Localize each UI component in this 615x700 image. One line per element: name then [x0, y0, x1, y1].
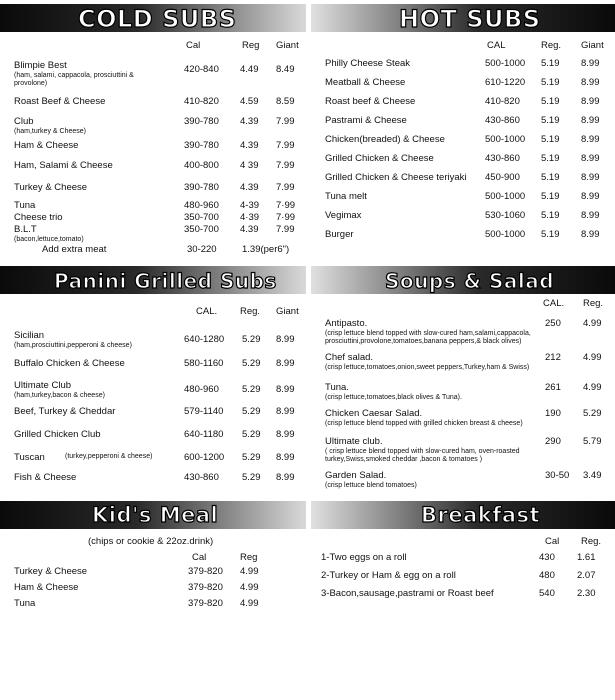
cold-subs-title: COLD SUBS — [78, 5, 237, 33]
soups-header — [311, 266, 615, 294]
item-reg: 5.19 — [541, 172, 560, 183]
item-giant: 7·99 — [276, 212, 296, 223]
item-cal: 350-700 — [184, 224, 219, 235]
item-description: (ham,turkey,bacon & cheese) — [14, 392, 105, 399]
item-name: Burger — [325, 229, 354, 240]
col-header-cal: CAL. — [196, 306, 218, 317]
extra-meat-label: Add extra meat — [42, 244, 107, 255]
item-cal: 430-860 — [485, 153, 520, 164]
col-header-cal: CAL — [487, 40, 506, 51]
item-cal: 540 — [539, 588, 555, 599]
col-header-cal: Cal — [186, 40, 201, 51]
item-cal: 500-1000 — [485, 58, 526, 69]
kids-header — [0, 501, 306, 529]
item-reg: 5.29 — [242, 358, 261, 369]
item-giant: 8.99 — [581, 153, 600, 164]
item-reg: 3.49 — [583, 470, 602, 481]
item-reg: 5.29 — [242, 334, 261, 345]
item-giant: 8.49 — [276, 64, 295, 75]
item-giant: 8.99 — [581, 134, 600, 145]
item-giant: 8.99 — [581, 229, 600, 240]
item-giant: 8.99 — [581, 58, 600, 69]
panini-header — [0, 266, 306, 294]
item-reg: 4.99 — [240, 566, 259, 577]
item-reg: 5.29 — [242, 384, 261, 395]
item-giant: 8.99 — [581, 77, 600, 88]
item-cal: 430-860 — [184, 472, 219, 483]
panini-title: Panini Grilled Subs — [54, 269, 277, 293]
item-description: (crisp lettuce,tomatoes,onion,sweet peppers,Turkey,ham & Swiss) — [325, 364, 530, 371]
item-reg: 4.39 — [240, 224, 259, 235]
item-cal: 480-960 — [184, 200, 219, 211]
item-description: (crisp lettuce,tomatoes,black olives & Tuna). — [325, 394, 462, 401]
item-name: Pastrami & Cheese — [325, 115, 407, 126]
item-name: Ham, Salami & Cheese — [14, 160, 113, 171]
item-giant: 8.59 — [276, 96, 295, 107]
item-giant: 7.99 — [276, 182, 295, 193]
item-name: Chicken Caesar Salad. — [325, 408, 423, 419]
item-cal: 379-820 — [188, 566, 223, 577]
col-header-reg: Reg — [242, 40, 260, 51]
kids-title: Kid's Meal — [92, 503, 219, 527]
item-name: 3-Bacon,sausage,pastrami or Roast beef — [321, 588, 494, 599]
item-name: Tuna. — [325, 382, 349, 393]
item-name: Blimpie Best — [14, 60, 67, 71]
item-name: Fish & Cheese — [14, 472, 77, 483]
col-header-reg: Reg. — [240, 306, 261, 317]
item-cal: 420-840 — [184, 64, 219, 75]
item-reg: 5.19 — [541, 153, 560, 164]
breakfast-header — [311, 501, 615, 529]
item-cal: 390-780 — [184, 182, 219, 193]
soups-title: Soups & Salad — [385, 269, 555, 293]
item-reg: 4.99 — [240, 582, 259, 593]
item-giant: 8.99 — [276, 334, 295, 345]
hot-subs-panel — [311, 36, 615, 261]
item-name: Turkey & Cheese — [14, 566, 88, 577]
kids-panel — [0, 530, 306, 700]
item-giant: 8.99 — [276, 358, 295, 369]
item-name: Grilled Chicken & Cheese — [325, 153, 434, 164]
item-cal: 390-780 — [184, 116, 219, 127]
item-cal: 579-1140 — [184, 406, 224, 417]
item-reg: 5.19 — [541, 58, 560, 69]
item-name: Chicken(breaded) & Cheese — [325, 134, 445, 145]
item-cal: 430 — [539, 552, 555, 563]
item-cal: 530-1060 — [485, 210, 526, 221]
item-giant: 7.99 — [276, 224, 295, 235]
breakfast-title: Breakfast — [421, 503, 541, 527]
item-cal: 290 — [545, 436, 561, 447]
item-name: 1-Two eggs on a roll — [321, 552, 407, 563]
item-reg: 5.19 — [541, 134, 560, 145]
col-header-giant: Giant — [581, 40, 604, 51]
col-header-reg: Reg — [240, 552, 258, 563]
item-reg: 5.29 — [242, 406, 261, 417]
item-description: (ham, salami, cappacola, prosciuttini & provolone) — [14, 72, 134, 87]
item-name: Sicilian — [14, 330, 45, 341]
item-giant: 7·99 — [276, 200, 296, 211]
col-header-cal: CAL. — [543, 298, 565, 309]
item-cal: 30-50 — [545, 470, 570, 481]
item-name: Grilled Chicken Club — [14, 429, 101, 440]
item-name: Philly Cheese Steak — [325, 58, 411, 69]
item-reg: 4.39 — [240, 140, 259, 151]
item-reg: 4.99 — [240, 598, 259, 609]
item-reg: 5.29 — [583, 408, 602, 419]
item-reg: 5.19 — [541, 210, 560, 221]
item-reg: 4.39 — [240, 116, 259, 127]
col-header-giant: Giant — [276, 306, 299, 317]
item-reg: 5.19 — [541, 77, 560, 88]
item-reg: 5.29 — [242, 452, 261, 463]
item-cal: 379-820 — [188, 598, 223, 609]
item-reg: 5.79 — [583, 436, 602, 447]
item-reg: 5.29 — [242, 429, 261, 440]
item-reg: 1.61 — [577, 552, 596, 563]
item-cal: 212 — [545, 352, 561, 363]
item-cal: 500-1000 — [485, 229, 526, 240]
item-name: Ultimate Club — [14, 380, 72, 391]
soups-panel — [311, 296, 615, 496]
extra-meat-cal: 30-220 — [187, 244, 217, 255]
item-reg: 5.29 — [242, 472, 261, 483]
item-name: Club — [14, 116, 34, 127]
item-reg: 4.59 — [240, 96, 259, 107]
item-reg: 2.30 — [577, 588, 596, 599]
hot-subs-header — [311, 4, 615, 32]
item-reg: 4.99 — [583, 318, 602, 329]
item-name: Tuna melt — [325, 191, 367, 202]
item-reg: 4.99 — [583, 352, 602, 363]
item-description: ( crisp lettuce blend topped with slow-cured ham, oven-roasted turkey,Swiss,smoked cheddar ,bacon & tomatoes ) — [325, 448, 520, 463]
hot-subs-title: HOT SUBS — [399, 5, 541, 33]
item-reg: 5.19 — [541, 229, 560, 240]
item-description: (turkey,pepperoni & cheese) — [65, 453, 153, 460]
item-cal: 400-800 — [184, 160, 219, 171]
item-name: B.L.T — [14, 224, 37, 235]
col-header-reg: Reg. — [583, 298, 604, 309]
item-cal: 480 — [539, 570, 555, 581]
item-giant: 8.99 — [581, 191, 600, 202]
item-cal: 410-820 — [184, 96, 219, 107]
item-reg: 4 39 — [240, 160, 259, 171]
kids-note: (chips or cookie & 22oz.drink) — [88, 536, 214, 547]
item-name: Garden Salad. — [325, 470, 387, 481]
item-name: Chef salad. — [325, 352, 374, 363]
item-description: (ham,prosciuttini,pepperoni & cheese) — [14, 342, 132, 349]
item-name: Beef, Turkey & Cheddar — [14, 406, 116, 417]
item-description: (ham,turkey & Cheese) — [14, 128, 86, 135]
item-reg: 4.49 — [240, 64, 259, 75]
item-giant: 8.99 — [276, 472, 295, 483]
item-name: Buffalo Chicken & Cheese — [14, 358, 125, 369]
cold-subs-header — [0, 4, 306, 32]
item-name: Ham & Cheese — [14, 582, 79, 593]
item-name: Tuna — [14, 200, 36, 211]
item-cal: 610-1220 — [485, 77, 526, 88]
item-cal: 250 — [545, 318, 561, 329]
item-giant: 8.99 — [276, 429, 295, 440]
item-reg: 5.19 — [541, 191, 560, 202]
item-name: Cheese trio — [14, 212, 63, 223]
item-giant: 8.99 — [581, 115, 600, 126]
breakfast-panel — [311, 530, 615, 700]
item-description: (crisp lettuce blend topped with grilled chicken breast & cheese) — [325, 420, 523, 427]
item-reg: 5.19 — [541, 115, 560, 126]
item-cal: 379-820 — [188, 582, 223, 593]
panini-panel — [0, 298, 306, 493]
col-header-reg: Reg. — [541, 40, 562, 51]
item-cal: 480-960 — [184, 384, 219, 395]
col-header-reg: Reg. — [581, 536, 602, 547]
item-cal: 390-780 — [184, 140, 219, 151]
item-name: Roast Beef & Cheese — [14, 96, 106, 107]
cold-subs-panel — [0, 36, 306, 261]
item-name: Turkey & Cheese — [14, 182, 88, 193]
item-giant: 7.99 — [276, 160, 295, 171]
col-header-giant: Giant — [276, 40, 299, 51]
item-name: Tuna — [14, 598, 36, 609]
item-reg: 2.07 — [577, 570, 596, 581]
item-name: 2-Turkey or Ham & egg on a roll — [321, 570, 456, 581]
item-cal: 450-900 — [485, 172, 520, 183]
item-reg: 5.19 — [541, 96, 560, 107]
item-cal: 580-1160 — [184, 358, 224, 369]
item-cal: 190 — [545, 408, 561, 419]
item-giant: 8.99 — [581, 96, 600, 107]
item-giant: 8.99 — [276, 406, 295, 417]
item-name: Roast beef & Cheese — [325, 96, 416, 107]
extra-meat-price: 1.39(per6") — [242, 244, 290, 255]
item-cal: 600-1200 — [184, 452, 225, 463]
col-header-cal: Cal — [192, 552, 207, 563]
item-name: Vegimax — [325, 210, 362, 221]
item-name: Antipasto. — [325, 318, 368, 329]
item-name: Ultimate club. — [325, 436, 383, 447]
item-cal: 350-700 — [184, 212, 219, 223]
item-cal: 261 — [545, 382, 561, 393]
item-name: Meatball & Cheese — [325, 77, 406, 88]
item-giant: 8.99 — [276, 384, 295, 395]
item-name: Tuscan — [14, 452, 45, 463]
item-cal: 640-1180 — [184, 429, 224, 440]
item-giant: 7.99 — [276, 116, 295, 127]
col-header-cal: Cal — [545, 536, 560, 547]
item-giant: 8.99 — [581, 210, 600, 221]
item-reg: 4.39 — [240, 182, 259, 193]
item-cal: 430-860 — [485, 115, 520, 126]
item-description: (bacon,lettuce,tomato) — [14, 236, 84, 243]
item-cal: 500-1000 — [485, 191, 526, 202]
item-reg: 4.99 — [583, 382, 602, 393]
item-description: (crisp lettuce blend topped with slow-cured ham,salami,cappacola, prosciuttini,provolone,tomatoes,banana peppers,& black olives) — [325, 330, 531, 345]
item-giant: 8.99 — [581, 172, 600, 183]
item-description: (crisp lettuce blend tomatoes) — [325, 482, 417, 489]
item-name: Grilled Chicken & Cheese teriyaki — [325, 172, 467, 183]
item-cal: 410-820 — [485, 96, 520, 107]
item-giant: 7.99 — [276, 140, 295, 151]
item-cal: 640-1280 — [184, 334, 225, 345]
item-name: Ham & Cheese — [14, 140, 79, 151]
item-giant: 8.99 — [276, 452, 295, 463]
item-cal: 500-1000 — [485, 134, 526, 145]
item-reg: 4·39 — [240, 212, 260, 223]
item-reg: 4-39 — [240, 200, 260, 211]
